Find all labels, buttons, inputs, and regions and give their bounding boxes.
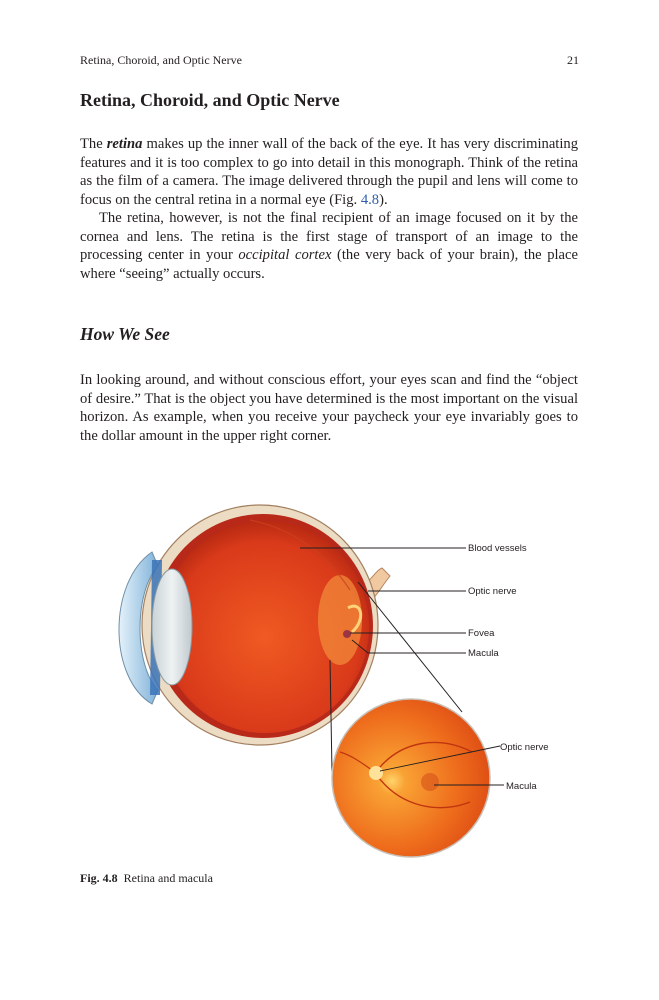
fovea-dot	[343, 630, 351, 638]
caption-label: Fig. 4.8	[80, 871, 118, 885]
page-number: 21	[567, 53, 579, 67]
fundus-optic-disc	[369, 766, 383, 780]
eye-anatomy-figure	[100, 490, 570, 865]
label-inset-optic-nerve: Optic nerve	[500, 742, 549, 753]
figure-caption	[80, 871, 213, 885]
label-macula: Macula	[468, 648, 499, 659]
lens-shape	[152, 569, 192, 685]
label-optic-nerve: Optic nerve	[468, 586, 517, 597]
p1-lead: The	[80, 136, 107, 152]
subsection-title: How We See	[80, 324, 170, 344]
fundus-macula	[421, 773, 439, 791]
paragraph-retina-intro	[80, 135, 578, 209]
eye-illustration	[100, 490, 570, 865]
macula-region	[318, 575, 362, 665]
p2-end: (the very back of your brain), the place where “seeing” actually occurs.	[80, 247, 578, 282]
section-title: Retina, Choroid, and Optic Nerve	[80, 90, 340, 110]
paragraph-how-we-see: In looking around, and without conscious effort, your eyes scan and find the “object of desire.” That is the object you have determined is the most important on the visual horizon. As example, when you receive your paycheck your eye invariably goes to the dollar amount in the upper right corner.	[80, 372, 578, 444]
caption-text: Retina and macula	[123, 871, 213, 885]
label-inset-macula: Macula	[506, 781, 537, 792]
term-retina: retina	[106, 136, 143, 152]
p1-body: makes up the inner wall of the back of the eye. It has very discriminating features and it is too complex to go into detail in this monograph. Think of the retina as the film of a camera. The image delivered through the pupil and lens will come to focus on the central retina in a normal eye (Fig.	[80, 136, 578, 208]
fundus-inset	[332, 699, 490, 857]
figure-reference-link[interactable]: 4.8	[360, 191, 380, 208]
label-blood-vessels: Blood vessels	[468, 543, 527, 554]
running-head-title: Retina, Choroid, and Optic Nerve	[80, 53, 242, 67]
p1-end: ).	[379, 191, 388, 208]
paragraph-retina-transport	[80, 209, 578, 283]
p2-body: The retina, however, is not the final recipient of an image focused on it by the cornea and lens. The retina is the first stage of transport of an image to the processing center in your	[80, 210, 578, 264]
term-occipital-cortex: occipital cortex	[238, 247, 332, 264]
label-fovea: Fovea	[468, 628, 495, 639]
